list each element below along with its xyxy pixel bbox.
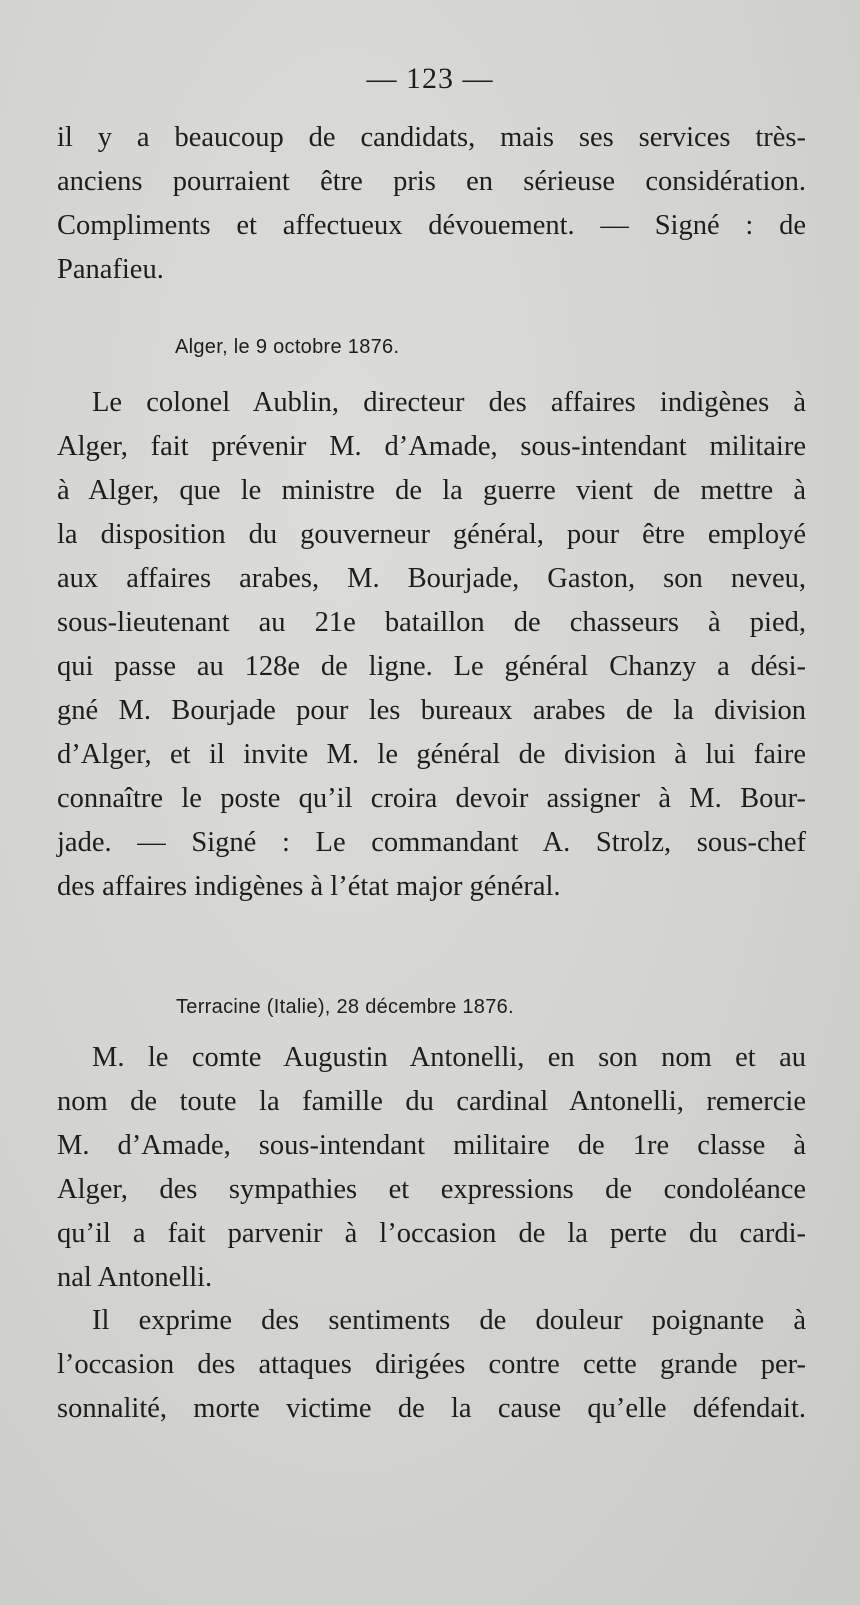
dateline-terracine: Terracine (Italie), 28 décembre 1876. bbox=[176, 996, 514, 1018]
text-line: à Alger, que le ministre de la guerre vient de mettre à bbox=[57, 475, 806, 506]
paragraph-antonelli bbox=[57, 1036, 806, 1300]
text-line: Le colonel Aublin, directeur des affaires indigènes à bbox=[92, 387, 806, 418]
text-line: M. le comte Augustin Antonelli, en son nom et au bbox=[92, 1042, 806, 1073]
text-line: nal Antonelli. bbox=[57, 1262, 213, 1293]
text-line: M. d’Amade, sous-intendant militaire de 1re classe à bbox=[57, 1130, 806, 1161]
text-line: la disposition du gouverneur général, pour être employé bbox=[57, 519, 806, 550]
text-line: l’occasion des attaques dirigées contre cette grande per- bbox=[57, 1349, 806, 1380]
text-line: Compliments et affectueux dévouement. — Signé : de bbox=[57, 210, 806, 241]
text-line: Panafieu. bbox=[57, 254, 164, 285]
text-line: connaître le poste qu’il croira devoir assigner à M. Bour- bbox=[57, 783, 806, 814]
text-line: d’Alger, et il invite M. le général de division à lui faire bbox=[57, 739, 806, 770]
text-line: qu’il a fait parvenir à l’occasion de la perte du cardi- bbox=[57, 1218, 806, 1249]
paragraph-aublin bbox=[57, 381, 806, 909]
text-line: nom de toute la famille du cardinal Antonelli, remercie bbox=[57, 1086, 806, 1117]
paragraph-continuation bbox=[57, 116, 806, 292]
dateline-alger: Alger, le 9 octobre 1876. bbox=[175, 336, 400, 358]
page-number: — 123 — bbox=[366, 62, 494, 95]
text-line: Alger, des sympathies et expressions de condoléance bbox=[57, 1174, 806, 1205]
text-line: qui passe au 128e de ligne. Le général Chanzy a dési- bbox=[57, 651, 806, 682]
text-line: Il exprime des sentiments de douleur poignante à bbox=[92, 1305, 806, 1336]
text-line: aux affaires arabes, M. Bourjade, Gaston, son neveu, bbox=[57, 563, 806, 594]
text-line: gné M. Bourjade pour les bureaux arabes de la division bbox=[57, 695, 806, 726]
text-line: Alger, fait prévenir M. d’Amade, sous-intendant militaire bbox=[57, 431, 806, 462]
text-line: anciens pourraient être pris en sérieuse considération. bbox=[57, 166, 806, 197]
text-line: des affaires indigènes à l’état major général. bbox=[57, 871, 561, 902]
text-line: sous-lieutenant au 21e bataillon de chasseurs à pied, bbox=[57, 607, 806, 638]
text-line: sonnalité, morte victime de la cause qu’elle défendait. bbox=[57, 1393, 806, 1424]
text-line: jade. — Signé : Le commandant A. Strolz, sous-chef bbox=[57, 827, 806, 858]
paragraph-douleur bbox=[57, 1299, 806, 1431]
text-line: il y a beaucoup de candidats, mais ses services très- bbox=[57, 122, 806, 153]
